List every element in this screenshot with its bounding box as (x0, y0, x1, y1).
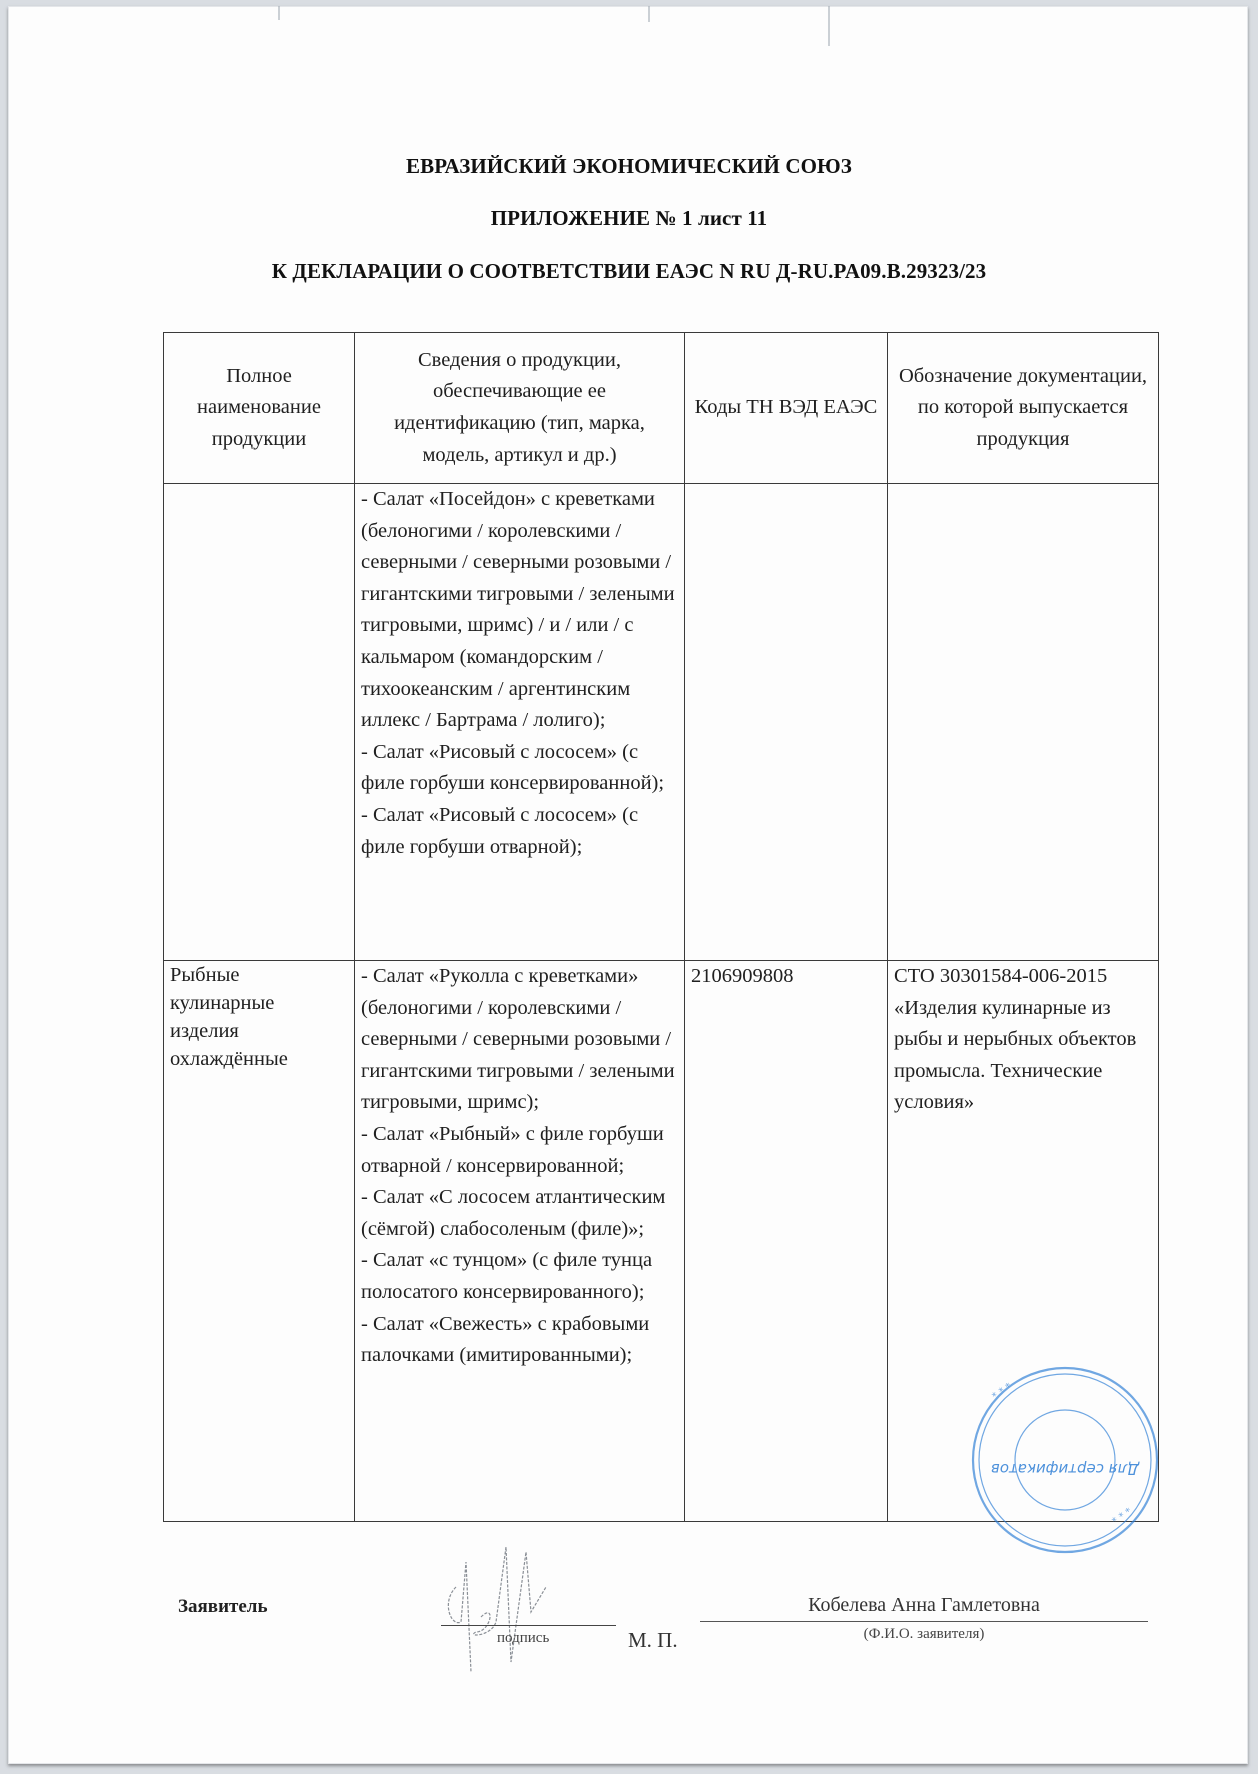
heading-declaration: К ДЕКЛАРАЦИИ О СООТВЕТСТВИИ ЕАЭС N RU Д-RU.PA09.B.29323/23 (271, 259, 987, 283)
applicant-name-line (700, 1621, 1148, 1622)
stamp-center-text: Для сертификатов (990, 1460, 1140, 1478)
documentation-cell: СТО 30301584-006-2015 «Изделия кулинарные из рыбы и нерыбных объектов промысла. Технические условия» (888, 961, 1159, 1522)
tn-ved-code-cell (685, 484, 888, 961)
product-details-cell (355, 961, 685, 1522)
product-detail-item: - Салат «С лососем атлантическим (сёмгой) слабосоленым (филе)»; (361, 1186, 671, 1240)
applicant-label: Заявитель (178, 1596, 268, 1617)
svg-text:* * *: * * * (990, 1381, 1015, 1403)
product-detail-item: - Салат «Рисовый с лососем» (с филе горбуши консервированной); (361, 740, 665, 795)
product-detail-item: - Салат «Рисовый с лососем» (с филе горбуши отварной); (361, 803, 644, 858)
products-table (163, 332, 1159, 1522)
heading-union: ЕВРАЗИЙСКИЙ ЭКОНОМИЧЕСКИЙ СОЮЗ (406, 154, 852, 178)
header-documentation: Обозначение документации, по которой выпускается продукция (888, 333, 1159, 484)
header-product-name: Полное наименование продукции (164, 333, 355, 484)
scan-artifact (278, 6, 280, 20)
tn-ved-code-cell: 2106909808 (685, 961, 888, 1522)
scan-artifact (828, 6, 830, 46)
product-detail-item: - Салат «Руколла с креветками» (белоногими / королевскими / северными / северными розовыми / гигантскими тигровыми / зелеными тигровыми, шримс); (361, 965, 680, 1114)
product-detail-item: - Салат «Посейдон» с креветками (белоногими / королевскими / северными / северными розовыми / гигантскими тигровыми / зелеными тигровыми, шримс) / и / или / с кальмаром (командорским / тихоокеанским / аргентинским иллекс / Бартрама / лолиго); (361, 488, 680, 732)
company-stamp-icon (955, 1360, 1175, 1560)
signature-caption: подпись (497, 1630, 550, 1646)
seal-label: М. П. (628, 1628, 678, 1652)
header-tn-ved-codes: Коды ТН ВЭД ЕАЭС (685, 333, 888, 484)
product-name-cell: Рыбные кулинарные изделия охлаждённые (164, 961, 355, 1522)
product-detail-item: - Салат «с тунцом» (с филе тунца полосатого консервированного); (361, 1249, 658, 1303)
heading-appendix: ПРИЛОЖЕНИЕ № 1 лист 11 (490, 206, 768, 230)
table-header-row (164, 333, 1159, 484)
svg-text:* * *: * * * (1110, 1506, 1135, 1528)
product-details-cell (355, 484, 685, 961)
documentation-cell (888, 484, 1159, 961)
product-detail-item: - Салат «Рыбный» с филе горбуши отварной / консервированной; (361, 1122, 669, 1177)
header-product-details: Сведения о продукции, обеспечивающие ее идентификацию (тип, марка, модель, артикул и др.) (355, 333, 685, 484)
applicant-caption: (Ф.И.О. заявителя) (863, 1626, 985, 1642)
signature-icon (436, 1542, 576, 1682)
applicant-name: Кобелева Анна Гамлетовна (808, 1594, 1040, 1616)
signature-line (441, 1625, 616, 1626)
scan-artifact (648, 6, 650, 22)
table-row (164, 484, 1159, 961)
product-name-cell (164, 484, 355, 961)
product-detail-item: - Салат «Свежесть» с крабовыми палочками (имитированными); (361, 1312, 655, 1367)
